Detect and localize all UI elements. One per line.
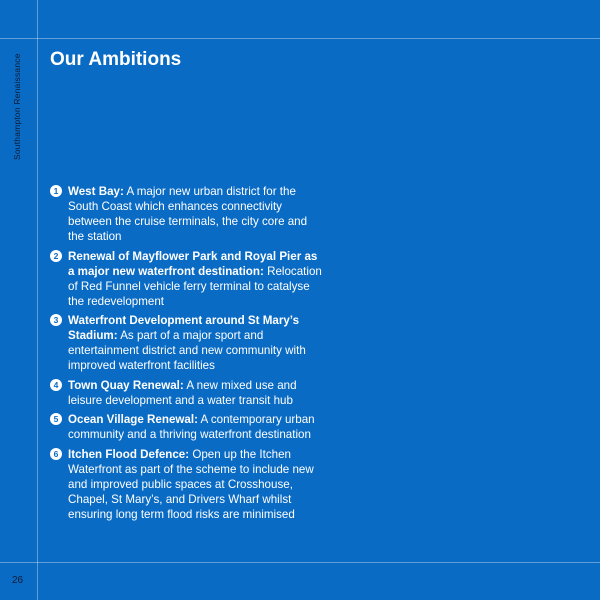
list-item: [50, 378, 325, 408]
item-heading: Waterfront Development around St Mary’s Stadium:: [68, 314, 300, 342]
page-number: 26: [12, 575, 24, 586]
item-heading: Itchen Flood Defence:: [68, 447, 190, 461]
number-badge: 4: [50, 379, 62, 391]
list-item: [50, 184, 325, 244]
number-badge: 6: [50, 448, 62, 460]
item-text: A major new urban district for the South Coast which enhances connectivity between the cruise terminals, the city core and the station: [68, 185, 308, 243]
list-item: [50, 249, 325, 309]
item-text: A new mixed use and leisure development and a water transit hub: [68, 378, 297, 407]
vertical-guide-line: [37, 0, 38, 600]
page-title: Our Ambitions: [50, 49, 182, 70]
item-heading: Town Quay Renewal:: [68, 378, 184, 392]
number-badge: 2: [50, 250, 62, 262]
item-heading: Renewal of Mayflower Park and Royal Pier as a major new waterfront destination:: [68, 249, 318, 278]
item-text: As part of a major sport and entertainment district and new community with improved waterfront facilities: [68, 329, 306, 372]
list-item: [50, 447, 325, 522]
bottom-guide-line: [0, 562, 600, 563]
top-guide-line: [0, 38, 600, 39]
ambitions-list: [50, 184, 325, 526]
list-item: [50, 313, 325, 373]
item-text: Relocation of Red Funnel vehicle ferry terminal to catalyse the redevelopment: [68, 264, 322, 308]
item-heading: Ocean Village Renewal:: [68, 413, 198, 426]
list-item: [50, 412, 325, 442]
number-badge: 5: [50, 413, 62, 425]
item-text: Open up the Itchen Waterfront as part of the scheme to include new and improved public spaces at Crosshouse, Chapel, St Mary’s, and Drivers Wharf whilst ensuring long term flood risks are minimised: [68, 447, 314, 521]
number-badge: 3: [50, 314, 62, 326]
side-label: Southampton Renaissance: [12, 53, 22, 160]
number-badge: 1: [50, 185, 62, 197]
item-heading: West Bay:: [68, 185, 124, 198]
item-text: A contemporary urban community and a thriving waterfront destination: [68, 413, 315, 441]
